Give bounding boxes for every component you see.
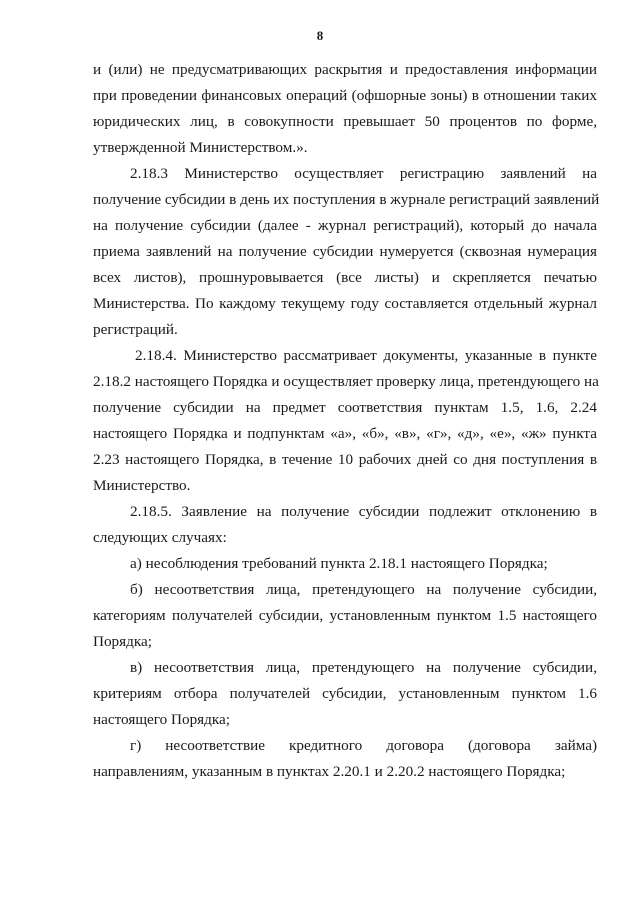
text-line: а) несоблюдения требований пункта 2.18.1 настоящего Порядка; [130, 555, 548, 572]
text-line: б) несоответствия лица, претендующего на получение субсидии, [130, 581, 597, 598]
page-number: 8 [316, 28, 324, 43]
text-line: 2.18.5. Заявление на получение субсидии подлежит отклонению в [130, 503, 597, 520]
text-line: настоящего Порядка и подпунктам «а», «б», «в», «г», «д», «е», «ж» пункта [93, 425, 597, 442]
text-line: при проведении финансовых операций (офшорные зоны) в отношении таких [93, 87, 597, 104]
text-line: юридических лиц, в совокупности превышает 50 процентов по форме, [93, 113, 597, 130]
text-line: 2.18.4. Министерство рассматривает документы, указанные в пункте [135, 347, 597, 364]
text-line: в) несоответствия лица, претендующего на получение субсидии, [130, 659, 597, 676]
text-line: 2.18.3 Министерство осуществляет регистрацию заявлений на [130, 165, 597, 182]
text-line: регистраций. [93, 321, 178, 338]
text-line: Министерства. По каждому текущему году составляется отдельный журнал [93, 295, 597, 312]
text-line: Министерство. [93, 477, 191, 494]
text-line: утвержденной Министерством.». [93, 139, 308, 156]
text-line: Порядка; [93, 633, 152, 650]
text-line: получение субсидии на предмет соответствия пунктам 1.5, 1.6, 2.24 [93, 399, 597, 416]
text-line: получение субсидии в день их поступления в журнале регистраций заявлений [93, 191, 600, 208]
text-line: следующих случаях: [93, 529, 227, 546]
text-line: всех листов), прошнуровывается (все листы) и скрепляется печатью [93, 269, 597, 286]
text-line: г) несоответствие кредитного договора (договора займа) [130, 737, 597, 754]
text-line: настоящего Порядка; [93, 711, 230, 728]
text-line: направлениям, указанным в пунктах 2.20.1 и 2.20.2 настоящего Порядка; [93, 763, 566, 780]
text-line: 2.23 настоящего Порядка, в течение 10 рабочих дней со дня поступления в [93, 451, 597, 468]
text-line: 2.18.2 настоящего Порядка и осуществляет проверку лица, претендующего на [93, 373, 599, 390]
text-line: критериям отбора получателей субсидии, установленным пунктом 1.6 [93, 685, 597, 702]
text-line: и (или) не предусматривающих раскрытия и предоставления информации [93, 61, 597, 78]
text-line: приема заявлений на получение субсидии нумеруется (сквозная нумерация [93, 243, 597, 260]
text-line: категориям получателей субсидии, установленным пунктом 1.5 настоящего [93, 607, 597, 624]
text-line: на получение субсидии (далее - журнал регистраций), который до начала [93, 217, 597, 234]
